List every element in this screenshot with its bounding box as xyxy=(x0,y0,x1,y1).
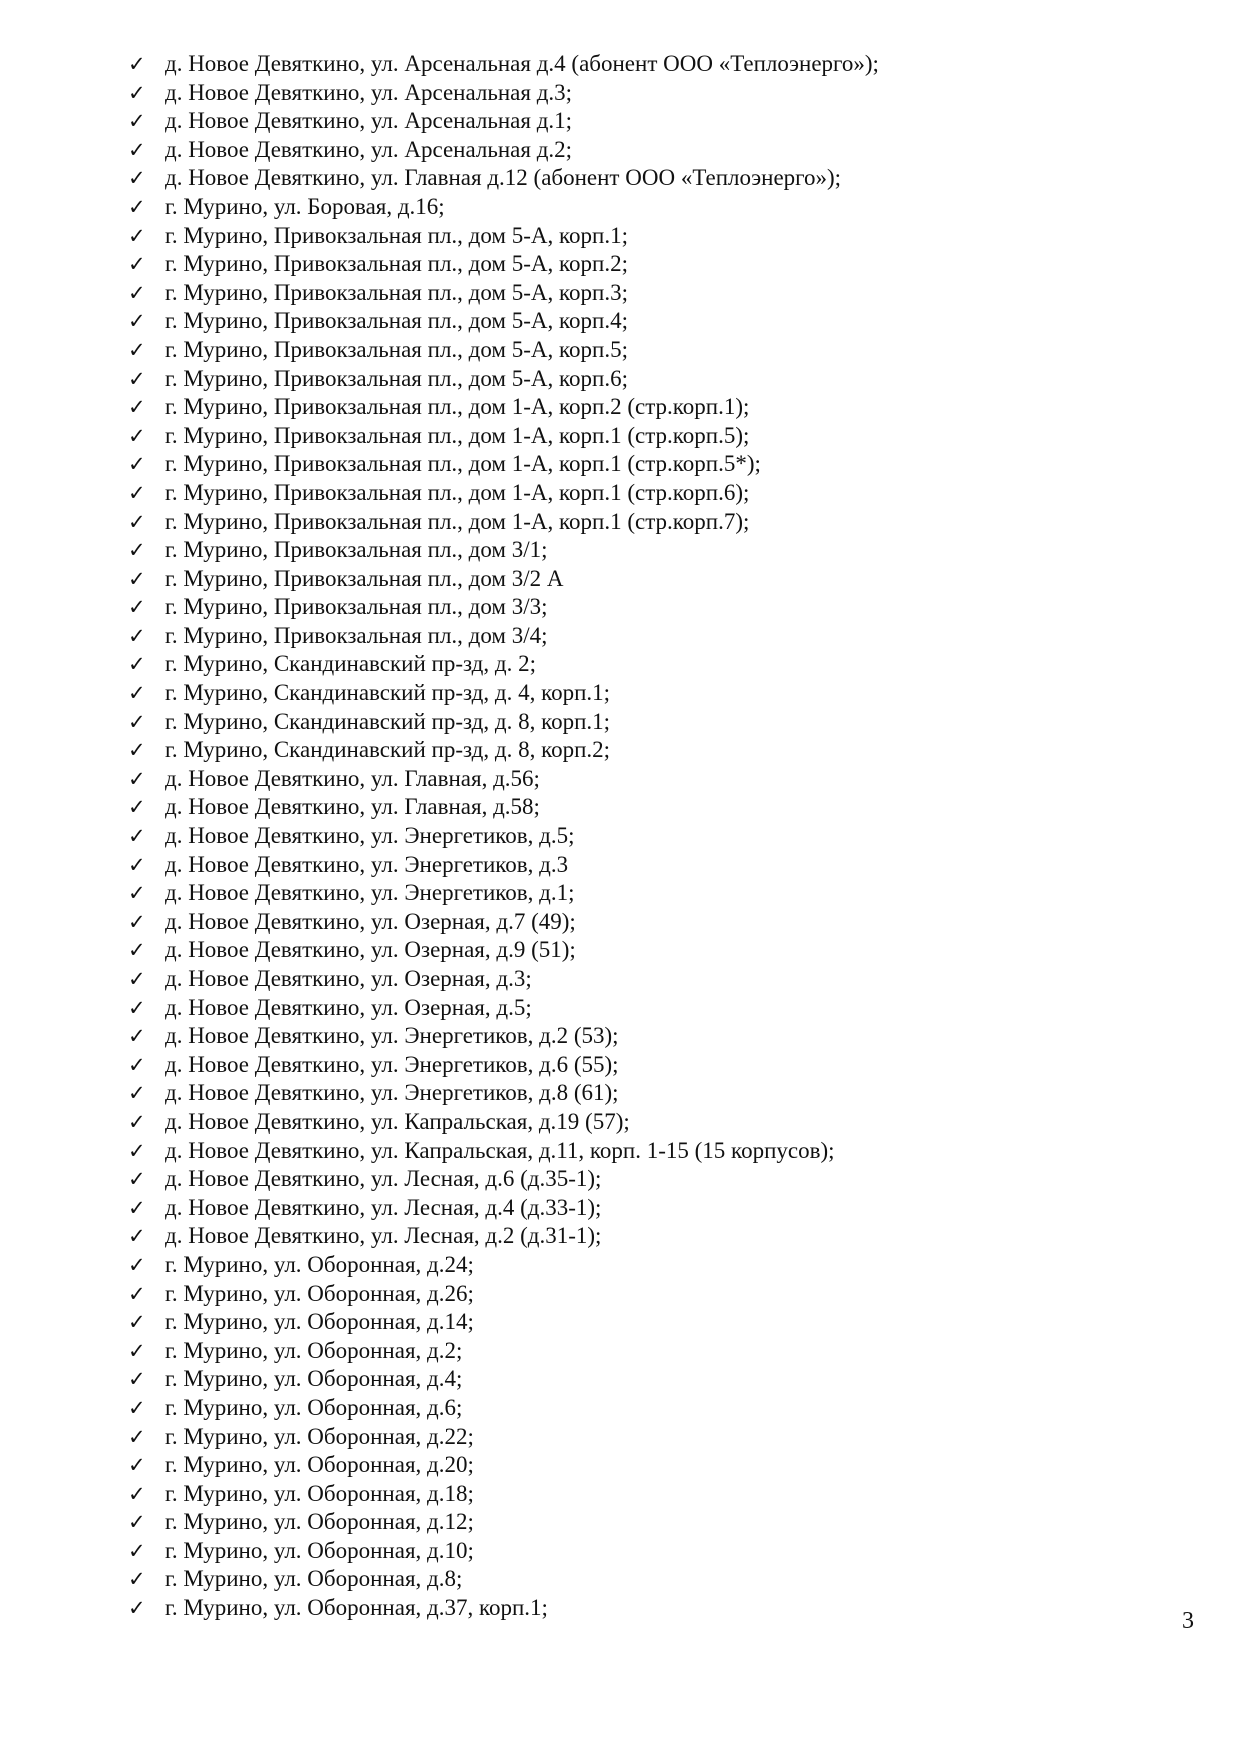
list-item-text: г. Мурино, Привокзальная пл., дом 5-А, корп.5; xyxy=(165,336,628,362)
list-item xyxy=(128,793,879,822)
list-item xyxy=(128,1251,879,1280)
list-item xyxy=(128,965,879,994)
list-item-text: д. Новое Девяткино, ул. Озерная, д.9 (51); xyxy=(165,937,576,963)
checkmark-icon: ✓ xyxy=(128,1224,146,1249)
list-item xyxy=(128,708,879,737)
checkmark-icon: ✓ xyxy=(128,1138,146,1163)
list-item-text: д. Новое Девяткино, ул. Энергетиков, д.5; xyxy=(165,823,575,849)
checkmark-icon: ✓ xyxy=(128,595,146,620)
list-item xyxy=(128,50,879,79)
list-item xyxy=(128,1280,879,1309)
checkmark-icon: ✓ xyxy=(128,1281,146,1306)
checkmark-icon: ✓ xyxy=(128,1338,146,1363)
checkmark-icon: ✓ xyxy=(128,1167,146,1192)
list-item-text: г. Мурино, ул. Оборонная, д.20; xyxy=(165,1452,474,1478)
list-item xyxy=(128,1137,879,1166)
checkmark-icon: ✓ xyxy=(128,337,146,362)
list-item-text: г. Мурино, Привокзальная пл., дом 5-А, корп.1; xyxy=(165,222,628,248)
list-item xyxy=(128,1337,879,1366)
list-item xyxy=(128,1480,879,1509)
list-item-text: д. Новое Девяткино, ул. Лесная, д.2 (д.31-1); xyxy=(165,1223,602,1249)
list-item-text: д. Новое Девяткино, ул. Главная, д.58; xyxy=(165,794,540,820)
list-item-text: д. Новое Девяткино, ул. Энергетиков, д.3 xyxy=(165,851,569,877)
list-item xyxy=(128,908,879,937)
list-item-text: г. Мурино, ул. Оборонная, д.12; xyxy=(165,1509,474,1535)
list-item xyxy=(128,1108,879,1137)
list-item-text: г. Мурино, ул. Оборонная, д.24; xyxy=(165,1251,474,1277)
list-item-text: д. Новое Девяткино, ул. Капральская, д.19 (57); xyxy=(165,1108,630,1134)
list-item-text: г. Мурино, Привокзальная пл., дом 5-А, корп.6; xyxy=(165,365,628,391)
checkmark-icon: ✓ xyxy=(128,509,146,534)
list-item xyxy=(128,1565,879,1594)
checkmark-icon: ✓ xyxy=(128,881,146,906)
list-item-text: г. Мурино, ул. Оборонная, д.8; xyxy=(165,1566,463,1592)
list-item-text: д. Новое Девяткино, ул. Арсенальная д.1; xyxy=(165,108,573,134)
list-item-text: д. Новое Девяткино, ул. Энергетиков, д.2 (53); xyxy=(165,1023,619,1049)
checkmark-icon: ✓ xyxy=(128,1195,146,1220)
list-item-text: г. Мурино, Скандинавский пр-зд, д. 4, корп.1; xyxy=(165,680,611,706)
list-item-text: д. Новое Девяткино, ул. Арсенальная д.4 (абонент ООО «Теплоэнерго»); xyxy=(165,51,879,76)
list-item-text: г. Мурино, ул. Оборонная, д.6; xyxy=(165,1394,463,1420)
checkmark-icon: ✓ xyxy=(128,480,146,505)
list-item xyxy=(128,822,879,851)
list-item xyxy=(128,1079,879,1108)
list-item-text: г. Мурино, Привокзальная пл., дом 1-А, корп.1 (стр.корп.5*); xyxy=(165,451,761,477)
checkmark-icon: ✓ xyxy=(128,652,146,677)
list-item xyxy=(128,136,879,165)
checkmark-icon: ✓ xyxy=(128,1538,146,1563)
list-item-text: г. Мурино, ул. Оборонная, д.10; xyxy=(165,1537,474,1563)
checkmark-icon: ✓ xyxy=(128,1081,146,1106)
list-item-text: г. Мурино, Привокзальная пл., дом 1-А, корп.1 (стр.корп.6); xyxy=(165,479,750,505)
list-item xyxy=(128,365,879,394)
checkmark-icon: ✓ xyxy=(128,280,146,305)
list-item-text: д. Новое Девяткино, ул. Энергетиков, д.1; xyxy=(165,880,575,906)
checkmark-icon: ✓ xyxy=(128,1424,146,1449)
checkmark-icon: ✓ xyxy=(128,52,146,76)
list-item-text: д. Новое Девяткино, ул. Лесная, д.6 (д.35-1); xyxy=(165,1166,602,1192)
list-item xyxy=(128,1222,879,1251)
list-item-text: г. Мурино, ул. Оборонная, д.26; xyxy=(165,1280,474,1306)
list-item xyxy=(128,1423,879,1452)
list-item xyxy=(128,1165,879,1194)
list-item-text: г. Мурино, Привокзальная пл., дом 3/4; xyxy=(165,622,548,648)
checkmark-icon: ✓ xyxy=(128,766,146,791)
list-item xyxy=(128,1051,879,1080)
address-list xyxy=(128,50,879,1623)
list-item-text: д. Новое Девяткино, ул. Озерная, д.5; xyxy=(165,994,532,1020)
checkmark-icon: ✓ xyxy=(128,80,146,105)
list-item xyxy=(128,1394,879,1423)
list-item xyxy=(128,736,879,765)
list-item-text: д. Новое Девяткино, ул. Лесная, д.4 (д.33-1); xyxy=(165,1194,602,1220)
list-item xyxy=(128,307,879,336)
list-item xyxy=(128,250,879,279)
list-item xyxy=(128,508,879,537)
list-item xyxy=(128,565,879,594)
checkmark-icon: ✓ xyxy=(128,109,146,134)
list-item-text: г. Мурино, ул. Оборонная, д.2; xyxy=(165,1337,463,1363)
list-item xyxy=(128,479,879,508)
list-item xyxy=(128,1308,879,1337)
checkmark-icon: ✓ xyxy=(128,252,146,277)
checkmark-icon: ✓ xyxy=(128,995,146,1020)
checkmark-icon: ✓ xyxy=(128,938,146,963)
list-item-text: г. Мурино, Скандинавский пр-зд, д. 8, корп.2; xyxy=(165,737,611,763)
checkmark-icon: ✓ xyxy=(128,395,146,420)
checkmark-icon: ✓ xyxy=(128,1395,146,1420)
list-item-text: д. Новое Девяткино, ул. Арсенальная д.3; xyxy=(165,79,573,105)
list-item-text: д. Новое Девяткино, ул. Озерная, д.3; xyxy=(165,966,532,991)
checkmark-icon: ✓ xyxy=(128,1567,146,1592)
list-item-text: г. Мурино, Привокзальная пл., дом 3/3; xyxy=(165,594,548,620)
checkmark-icon: ✓ xyxy=(128,166,146,191)
checkmark-icon: ✓ xyxy=(128,824,146,849)
checkmark-icon: ✓ xyxy=(128,1510,146,1535)
checkmark-icon: ✓ xyxy=(128,137,146,162)
list-item xyxy=(128,422,879,451)
list-item-text: г. Мурино, ул. Боровая, д.16; xyxy=(165,193,445,219)
checkmark-icon: ✓ xyxy=(128,1024,146,1049)
list-item-text: д. Новое Девяткино, ул. Главная д.12 (абонент ООО «Теплоэнерго»); xyxy=(165,165,842,191)
list-item-text: д. Новое Девяткино, ул. Капральская, д.11, корп. 1-15 (15 корпусов); xyxy=(165,1137,835,1163)
list-item-text: г. Мурино, Привокзальная пл., дом 1-А, корп.1 (стр.корп.7); xyxy=(165,508,750,534)
list-item-text: г. Мурино, Скандинавский пр-зд, д. 8, корп.1; xyxy=(165,708,611,734)
list-item-text: г. Мурино, Привокзальная пл., дом 3/1; xyxy=(165,537,548,563)
list-item-text: г. Мурино, Привокзальная пл., дом 3/2 А xyxy=(165,565,564,591)
list-item xyxy=(128,851,879,880)
list-item-text: д. Новое Девяткино, ул. Арсенальная д.2; xyxy=(165,136,573,162)
checkmark-icon: ✓ xyxy=(128,1453,146,1478)
list-item xyxy=(128,393,879,422)
list-item xyxy=(128,1508,879,1537)
list-item xyxy=(128,679,879,708)
checkmark-icon: ✓ xyxy=(128,738,146,763)
checkmark-icon: ✓ xyxy=(128,709,146,734)
list-item xyxy=(128,450,879,479)
checkmark-icon: ✓ xyxy=(128,623,146,648)
checkmark-icon: ✓ xyxy=(128,795,146,820)
list-item xyxy=(128,1194,879,1223)
checkmark-icon: ✓ xyxy=(128,194,146,219)
checkmark-icon: ✓ xyxy=(128,1052,146,1077)
list-item xyxy=(128,536,879,565)
list-item xyxy=(128,1537,879,1566)
list-item xyxy=(128,79,879,108)
list-item xyxy=(128,1022,879,1051)
list-item xyxy=(128,193,879,222)
checkmark-icon: ✓ xyxy=(128,852,146,877)
list-item-text: г. Мурино, Привокзальная пл., дом 5-А, корп.4; xyxy=(165,308,628,334)
list-item-text: г. Мурино, ул. Оборонная, д.37, корп.1; xyxy=(165,1595,548,1621)
checkmark-icon: ✓ xyxy=(128,967,146,991)
checkmark-icon: ✓ xyxy=(128,681,146,706)
checkmark-icon: ✓ xyxy=(128,366,146,391)
checkmark-icon: ✓ xyxy=(128,1367,146,1392)
list-item-text: г. Мурино, Скандинавский пр-зд, д. 2; xyxy=(165,651,536,677)
list-item xyxy=(128,1451,879,1480)
checkmark-icon: ✓ xyxy=(128,1596,146,1621)
list-item-text: г. Мурино, Привокзальная пл., дом 1-А, корп.2 (стр.корп.1); xyxy=(165,394,750,420)
list-item-text: г. Мурино, ул. Оборонная, д.18; xyxy=(165,1480,474,1506)
list-item-text: г. Мурино, Привокзальная пл., дом 5-А, корп.3; xyxy=(165,279,628,305)
page-number: 3 xyxy=(1182,1608,1194,1634)
list-item xyxy=(128,650,879,679)
list-item-text: г. Мурино, Привокзальная пл., дом 5-А, корп.2; xyxy=(165,251,628,277)
list-item-text: д. Новое Девяткино, ул. Энергетиков, д.8 (61); xyxy=(165,1080,619,1106)
list-item xyxy=(128,994,879,1023)
list-item-text: г. Мурино, ул. Оборонная, д.14; xyxy=(165,1309,474,1335)
list-item xyxy=(128,164,879,193)
checkmark-icon: ✓ xyxy=(128,309,146,334)
list-item-text: д. Новое Девяткино, ул. Озерная, д.7 (49); xyxy=(165,908,576,934)
list-item xyxy=(128,879,879,908)
list-item-text: г. Мурино, ул. Оборонная, д.22; xyxy=(165,1423,474,1449)
list-item xyxy=(128,107,879,136)
checkmark-icon: ✓ xyxy=(128,566,146,591)
checkmark-icon: ✓ xyxy=(128,538,146,563)
list-item xyxy=(128,336,879,365)
checkmark-icon: ✓ xyxy=(128,423,146,448)
checkmark-icon: ✓ xyxy=(128,1252,146,1277)
list-item-text: д. Новое Девяткино, ул. Энергетиков, д.6 (55); xyxy=(165,1051,619,1077)
checkmark-icon: ✓ xyxy=(128,909,146,934)
list-item-text: г. Мурино, Привокзальная пл., дом 1-А, корп.1 (стр.корп.5); xyxy=(165,422,750,448)
list-item xyxy=(128,279,879,308)
checkmark-icon: ✓ xyxy=(128,1481,146,1506)
list-item xyxy=(128,1365,879,1394)
checkmark-icon: ✓ xyxy=(128,1109,146,1134)
list-item xyxy=(128,1594,879,1623)
list-item xyxy=(128,222,879,251)
list-item-text: г. Мурино, ул. Оборонная, д.4; xyxy=(165,1366,463,1392)
checkmark-icon: ✓ xyxy=(128,452,146,477)
list-item xyxy=(128,622,879,651)
list-item xyxy=(128,936,879,965)
checkmark-icon: ✓ xyxy=(128,1310,146,1335)
checkmark-icon: ✓ xyxy=(128,223,146,248)
list-item xyxy=(128,765,879,794)
list-item-text: д. Новое Девяткино, ул. Главная, д.56; xyxy=(165,765,540,791)
list-item xyxy=(128,593,879,622)
